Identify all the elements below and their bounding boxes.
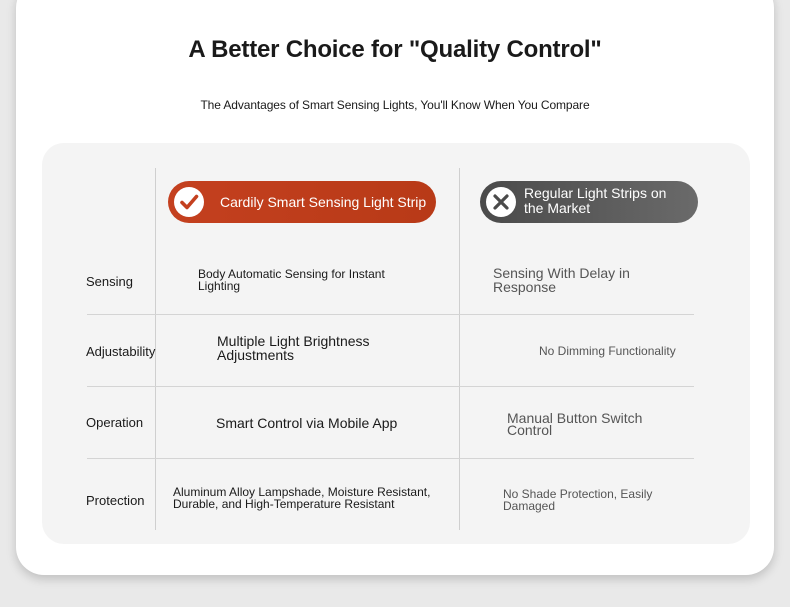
row-label-sensing: Sensing (86, 274, 133, 289)
cell-theirs-operation: Manual Button Switch Control (507, 410, 643, 438)
cell-ours-adjustability: Multiple Light Brightness Adjustments (217, 333, 370, 363)
column-header-theirs (480, 181, 698, 223)
check-icon (174, 187, 204, 217)
cell-ours-sensing: Body Automatic Sensing for Instant Lighting (198, 267, 385, 293)
row-label-operation: Operation (86, 415, 144, 430)
row-divider (87, 314, 694, 315)
cell-theirs-adjustability: No Dimming Functionality (539, 344, 676, 358)
cell-ours-protection: Aluminum Alloy Lampshade, Moisture Resistant, Durable, and High-Temperature Resistant (173, 485, 431, 511)
row-divider (87, 458, 694, 459)
column-header-ours (168, 181, 436, 223)
column-header-ours-label: Cardily Smart Sensing Light Strip (220, 194, 427, 210)
column-divider-right (459, 168, 460, 530)
page-subtitle: The Advantages of Smart Sensing Lights, You'll Know When You Compare (200, 98, 590, 112)
page-title: A Better Choice for "Quality Control" (188, 36, 602, 63)
row-label-protection: Protection (86, 493, 145, 508)
cell-theirs-protection: No Shade Protection, Easily Damaged (503, 487, 653, 513)
row-label-adjustability: Adjustability (86, 344, 156, 359)
column-header-theirs-label: Regular Light Strips on the Market (524, 185, 667, 216)
row-divider (87, 386, 694, 387)
close-icon (486, 187, 516, 217)
cell-theirs-sensing: Sensing With Delay in Response (493, 265, 630, 295)
cell-ours-operation: Smart Control via Mobile App (216, 415, 398, 431)
